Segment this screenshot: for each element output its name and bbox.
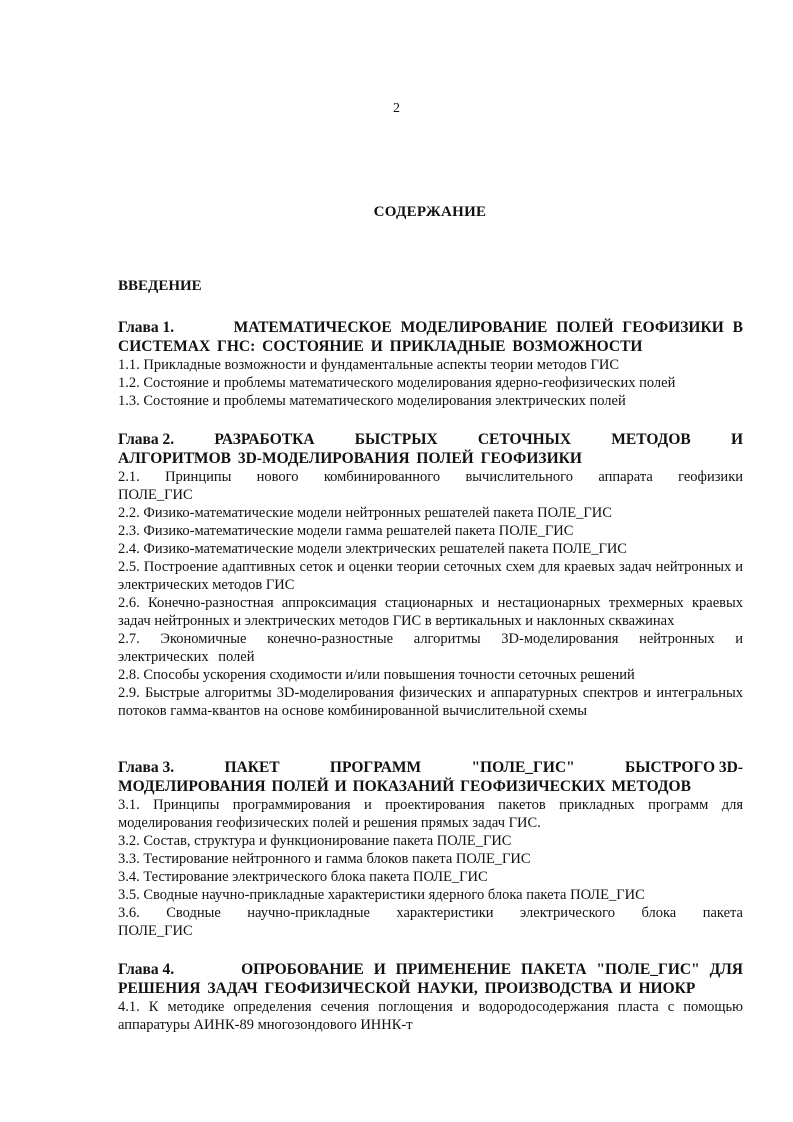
chapter-4-heading bbox=[118, 960, 743, 998]
toc-item: 3.2. Состав, структура и функционирование пакета ПОЛЕ_ГИС bbox=[118, 833, 512, 849]
toc-item: 1.3. Состояние и проблемы математического моделирования электрических полей bbox=[118, 393, 626, 409]
chapter-2-title-word: МЕТОДОВ bbox=[611, 431, 691, 448]
chapter-1 bbox=[118, 318, 743, 410]
toc-item: 2.9. Быстрые алгоритмы 3D-моделирования физических и аппаратурных спектров и интегральных потоков гамма-квантов на основе комбинированной вычислительной схемы bbox=[118, 685, 743, 719]
chapter-4 bbox=[118, 960, 743, 1034]
toc-item: 2.7. Экономичные конечно-разностные алгоритмы 3D-моделирования нейтронных и электрических полей bbox=[118, 631, 743, 665]
chapter-2-title-word: СЕТОЧНЫХ bbox=[477, 431, 572, 448]
chapter-3-label: Глава 3. bbox=[118, 759, 175, 776]
chapter-2-heading bbox=[118, 430, 743, 468]
toc-item: 3.6. Сводные научно-прикладные характеристики электрического блока пакета ПОЛЕ_ГИС bbox=[118, 905, 743, 939]
chapter-3-heading bbox=[118, 758, 743, 796]
toc-item: 2.1. Принципы нового комбинированного вычислительного аппарата геофизики ПОЛЕ_ГИС bbox=[118, 469, 743, 503]
chapter-1-label: Глава 1. bbox=[118, 319, 175, 336]
toc-item: 2.8. Способы ускорения сходимости и/или повышения точности сеточных решений bbox=[118, 667, 635, 683]
chapter-2-title-word: РАЗРАБОТКА bbox=[214, 431, 315, 448]
chapter-2-title-line-2: АЛГОРИТМОВ 3D-МОДЕЛИРОВАНИЯ ПОЛЕЙ ГЕОФИЗИКИ bbox=[118, 450, 582, 467]
chapter-4-title-line-2: РЕШЕНИЯ ЗАДАЧ ГЕОФИЗИЧЕСКОЙ НАУКИ, ПРОИЗВОДСТВА И НИОКР bbox=[118, 980, 696, 997]
toc-item: 2.3. Физико-математические модели гамма решателей пакета ПОЛЕ_ГИС bbox=[118, 523, 574, 539]
toc-item: 3.1. Принципы программирования и проектирования пакетов прикладных программ для моделирования геофизических полей и решения прямых задач ГИС. bbox=[118, 797, 743, 831]
chapter-3-title-word: ПРОГРАММ bbox=[329, 759, 422, 776]
toc-item: 2.4. Физико-математические модели электрических решателей пакета ПОЛЕ_ГИС bbox=[118, 541, 627, 557]
chapter-1-title-line-1: МАТЕМАТИЧЕСКОЕ МОДЕЛИРОВАНИЕ ПОЛЕЙ ГЕОФИЗИКИ В bbox=[233, 319, 743, 336]
toc-item: 1.1. Прикладные возможности и фундаментальные аспекты теории методов ГИС bbox=[118, 357, 620, 373]
toc-item: 3.5. Сводные научно-прикладные характеристики ядерного блока пакета ПОЛЕ_ГИС bbox=[118, 887, 645, 903]
toc-introduction: ВВЕДЕНИЕ bbox=[118, 278, 202, 294]
toc-item: 3.4. Тестирование электрического блока пакета ПОЛЕ_ГИС bbox=[118, 869, 488, 885]
chapter-3-title-word: БЫСТРОГО 3D- bbox=[625, 759, 743, 776]
toc-item: 2.5. Построение адаптивных сеток и оценки теории сеточных схем для краевых задач нейтронных и электрических методов ГИС bbox=[118, 559, 743, 593]
chapter-3-title-word: "ПОЛЕ_ГИС" bbox=[471, 759, 575, 776]
table-of-contents bbox=[118, 276, 743, 1034]
toc-item: 1.2. Состояние и проблемы математического моделирования ядерно-геофизических полей bbox=[118, 375, 676, 391]
chapter-2 bbox=[118, 430, 743, 720]
chapter-3-title-line-2: МОДЕЛИРОВАНИЯ ПОЛЕЙ И ПОКАЗАНИЙ ГЕОФИЗИЧЕСКИХ МЕТОДОВ bbox=[118, 778, 691, 795]
toc-item: 2.6. Конечно-разностная аппроксимация стационарных и нестационарных трехмерных краевых задач нейтронных и электрических методов ГИС в вертикальных и наклонных скважинах bbox=[118, 595, 743, 629]
chapter-3 bbox=[118, 758, 743, 940]
toc-item: 4.1. К методике определения сечения поглощения и водородосодержания пласта с помощью аппаратуры АИНК-89 многозондового ИННК-т bbox=[118, 999, 743, 1033]
chapter-3-title-word: ПАКЕТ bbox=[224, 759, 280, 776]
chapter-4-label: Глава 4. bbox=[118, 961, 175, 978]
page-title: СОДЕРЖАНИЕ bbox=[373, 204, 487, 220]
chapter-2-title-word: И bbox=[730, 431, 743, 448]
chapter-2-label: Глава 2. bbox=[118, 431, 175, 448]
chapter-1-title-line-2: СИСТЕМАХ ГНС: СОСТОЯНИЕ И ПРИКЛАДНЫЕ ВОЗМОЖНОСТИ bbox=[118, 338, 643, 355]
toc-item: 2.2. Физико-математические модели нейтронных решателей пакета ПОЛЕ_ГИС bbox=[118, 505, 612, 521]
chapter-2-title-word: БЫСТРЫХ bbox=[354, 431, 438, 448]
toc-item: 3.3. Тестирование нейтронного и гамма блоков пакета ПОЛЕ_ГИС bbox=[118, 851, 531, 867]
chapter-4-title-line-1: ОПРОБОВАНИЕ И ПРИМЕНЕНИЕ ПАКЕТА "ПОЛЕ_ГИС" ДЛЯ bbox=[241, 961, 743, 978]
page-number: 2 bbox=[393, 101, 400, 116]
chapter-1-heading bbox=[118, 318, 743, 356]
